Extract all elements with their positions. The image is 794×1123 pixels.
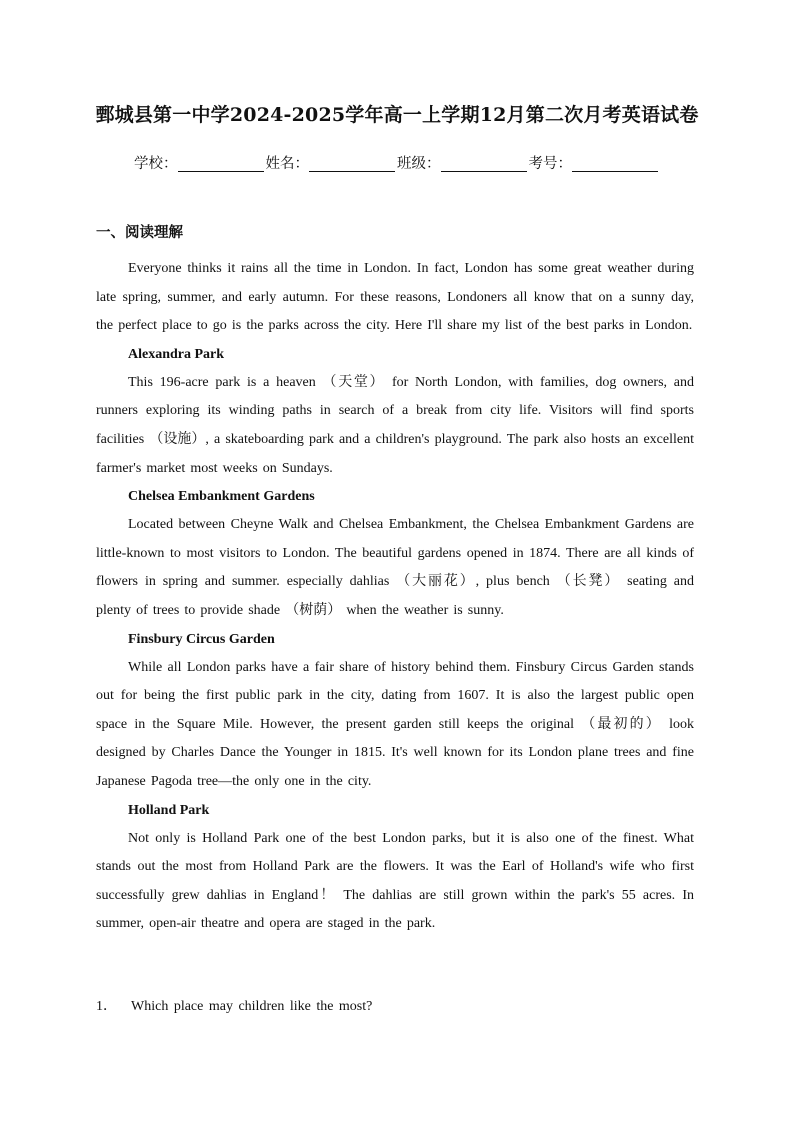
- park-paragraph: While all London parks have a fair share of history behind them. Finsbury Circus Garden stands out for being the first public park in the city, dating from 1607. It is also the largest public open space in the Square Mile. However, the present garden still keeps the original （最初的） look designed by Charles Dance the Younger in 1815. It's well known for its London plane trees and fine Japanese Pagoda tree—the only one in the city.: [96, 659, 694, 789]
- reading-passage: [96, 255, 694, 939]
- section-title: 一、阅读理解: [96, 225, 183, 241]
- park-heading: Chelsea Embankment Gardens: [128, 489, 315, 505]
- question-number: 1．: [96, 999, 117, 1014]
- number-label: 考号：: [528, 156, 572, 172]
- park-heading: Finsbury Circus Garden: [128, 631, 275, 647]
- park-paragraph: This 196-acre park is a heaven （天堂） for North London, with families, dog owners, and runners exploring its winding paths in search of a break from city life. Visitors will find sports facilities （设施）, a skateboarding park and a children's playground. The park also hosts an excellent farmer's market most weeks on Sundays.: [96, 374, 694, 476]
- class-label: 班级：: [397, 156, 441, 172]
- name-blank[interactable]: [309, 155, 395, 172]
- park-heading: Alexandra Park: [128, 346, 225, 362]
- park-paragraph: Located between Cheyne Walk and Chelsea Embankment, the Chelsea Embankment Gardens are little-known to most visitors to London. The beautiful gardens opened in 1874. There are all kinds of flowers in spring and summer. especially dahlias （大丽花）, plus bench （长凳） seating and plenty of trees to provide shade （树荫） when the weather is sunny.: [96, 517, 694, 618]
- school-label: 学校：: [134, 156, 178, 172]
- park-heading: Holland Park: [128, 802, 210, 818]
- question-1: [96, 995, 372, 1015]
- name-label: 姓名：: [265, 156, 309, 172]
- class-blank[interactable]: [441, 155, 527, 172]
- park-paragraph: Not only is Holland Park one of the best London parks, but it is also one of the finest. What stands out the most from Holland Park are the flowers. It was the Earl of Holland's wife who first successfully grew dahlias in England！ The dahlias are still grown within the park's 55 acres. In summer, open-air theatre and opera are staged in the park.: [96, 830, 694, 932]
- student-info-line: [0, 152, 794, 173]
- passage-intro: Everyone thinks it rains all the time in London. In fact, London has some great weather during late spring, summer, and early autumn. For these reasons, Londoners all know that on a sunny day, the perfect place to go is the parks across the city. Here I'll share my list of the best parks in London.: [96, 261, 694, 334]
- page-title: 鄄城县第一中学2024-2025学年高一上学期12月第二次月考英语试卷: [95, 104, 699, 126]
- school-blank[interactable]: [178, 155, 264, 172]
- question-text: Which place may children like the most?: [131, 999, 373, 1014]
- number-blank[interactable]: [572, 155, 658, 172]
